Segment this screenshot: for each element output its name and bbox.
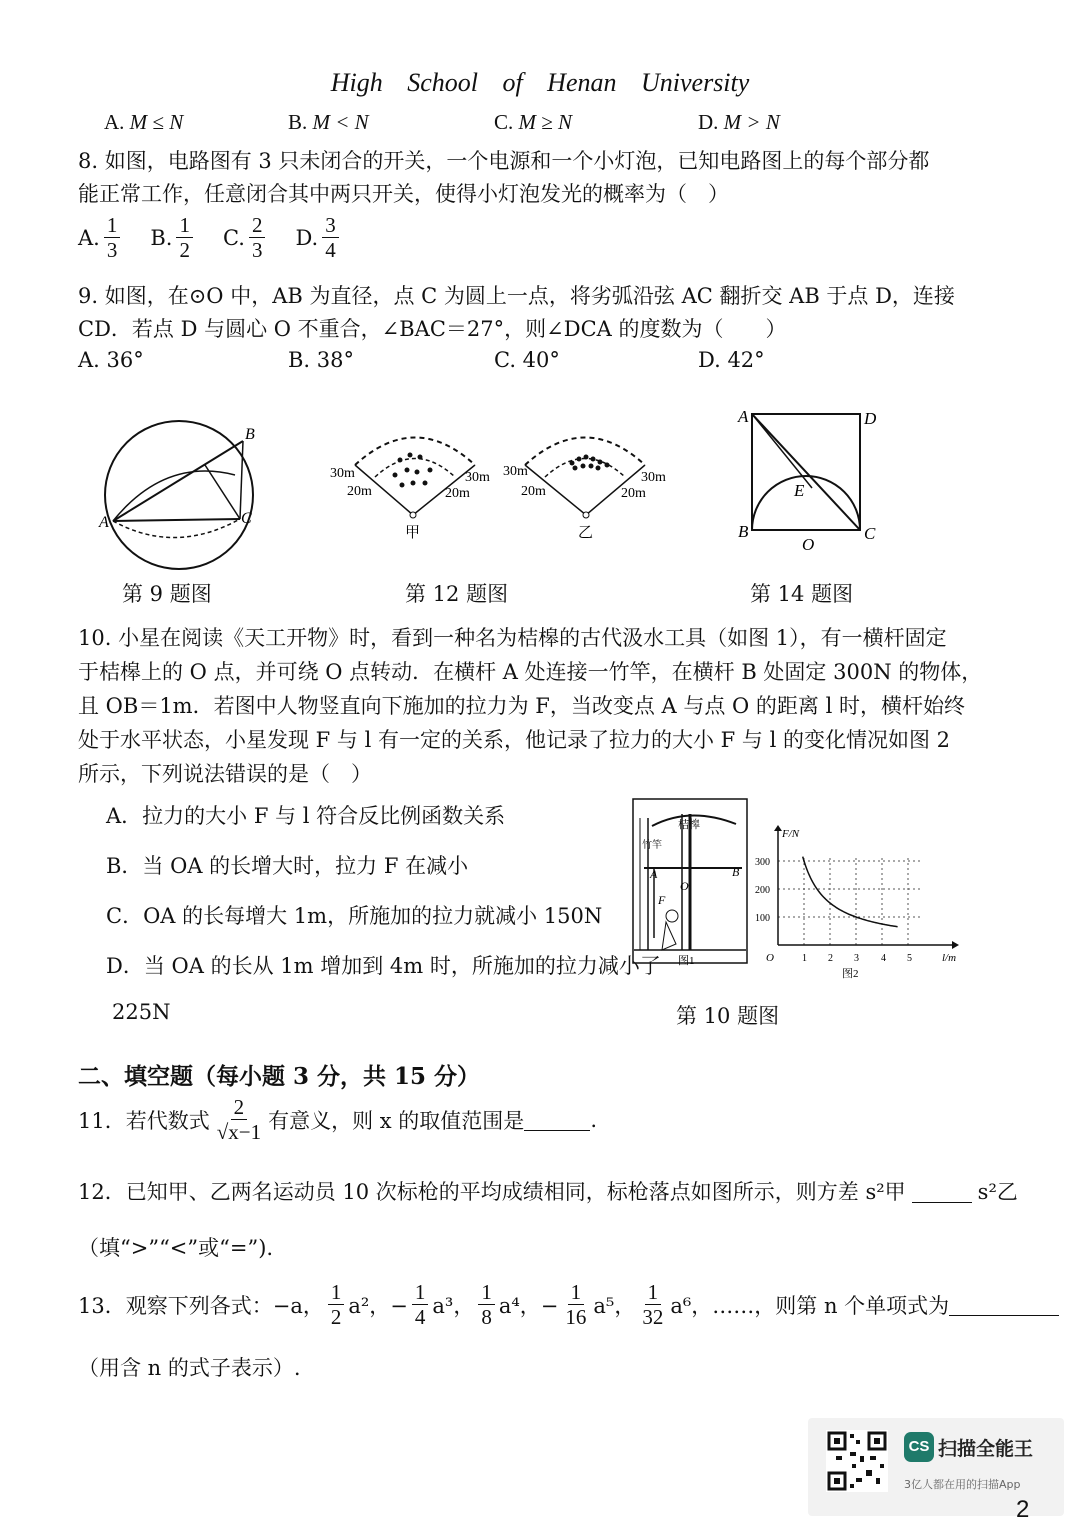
q10-line1: 10. 小星在阅读《天工开物》时，看到一种名为桔槔的古代汲水工具（如图 1），有一横杆固定 xyxy=(78,626,947,650)
fig2-curve xyxy=(803,857,898,927)
fig2-xtick-3: 3 xyxy=(854,953,859,964)
q12-line2: （填“>”“<”或“=”). xyxy=(78,1236,274,1260)
q10-option-d: D．当 OA 的长从 1m 增加到 4m 时，所施加的拉力减小了 xyxy=(106,954,661,978)
fig9-caption: 第 9 题图 xyxy=(122,582,212,606)
fig12-caption: 第 12 题图 xyxy=(405,582,509,606)
fig1-label-jiegao: 桔槔 xyxy=(678,819,700,831)
q8-frac-c: $\frac{2}{3}$ xyxy=(249,213,266,262)
fig1-label-a: A xyxy=(650,867,658,881)
scanner-app-name: 扫描全能王 xyxy=(938,1438,1034,1460)
fig1-label-b: B xyxy=(732,865,740,879)
q10-line2: 于桔槔上的 O 点，并可绕 O 点转动．在横杆 A 处连接一竹竿，在横杆 B 处固定 300N 的物体， xyxy=(78,660,983,684)
fig14-label-o: O xyxy=(802,535,815,554)
fig2-origin: O xyxy=(766,952,774,964)
fig12-yi-20m-right: 20m xyxy=(621,486,646,501)
figure-9 xyxy=(95,405,275,575)
fig9-label-a: A xyxy=(99,514,109,531)
q9-option-a: A. 36° xyxy=(78,348,144,372)
scanner-tagline: 3亿人都在用的扫描App xyxy=(904,1478,1021,1491)
q8-line1: 8. 如图，电路图有 3 只未闭合的开关，一个电源和一个小灯泡，已知电路图上的每个部分都 xyxy=(78,149,930,173)
q10-figure-2-chart xyxy=(752,825,967,985)
q8-frac-d: $\frac{3}{4}$ xyxy=(322,213,339,262)
fig2-ytick-100: 100 xyxy=(755,913,770,924)
fig2-ytick-200: 200 xyxy=(755,885,770,896)
fig14-label-e: E xyxy=(794,481,805,500)
q11: 11．若代数式 $\frac{2}{√x-1}$ 有意义，则 x 的取值范围是 . xyxy=(78,1095,597,1145)
q10-caption: 第 10 题图 xyxy=(676,1004,780,1028)
fig12-label-yi: 乙 xyxy=(578,525,594,541)
fig2-xtick-5: 5 xyxy=(907,953,912,964)
fig14-label-d: D xyxy=(864,409,877,428)
q13: 13．观察下列各式：−a， $\frac{1}{2}$ a²，− $\frac{1}{4}$ a³， $\frac{1}{8}$ a⁴，− $\frac{1}{16}$ a⁵， $\frac{1}{32}$ a⁶，……，则第 n 个单项式为 xyxy=(78,1280,1059,1329)
fig2-caption: 图2 xyxy=(842,968,859,980)
fig9-label-c: C xyxy=(241,510,252,527)
fig12-yi-30m-left: 30m xyxy=(503,464,528,479)
fig12-yi-20m-left: 20m xyxy=(521,484,546,499)
fig1-caption: 图1 xyxy=(678,955,695,966)
fig2-xtick-1: 1 xyxy=(802,953,807,964)
fig14-caption: 第 14 题图 xyxy=(750,582,854,606)
q9-option-c: C. 40° xyxy=(494,348,560,372)
q10-option-d-cont: 225N xyxy=(112,1000,171,1024)
figure-14 xyxy=(730,402,890,554)
q7-option-c: C. M ≥ N xyxy=(494,110,573,134)
fig14-label-b: B xyxy=(738,522,749,541)
qr-code-icon xyxy=(826,1430,888,1492)
fig12-jia-20m-right: 20m xyxy=(445,486,470,501)
q10-line3: 且 OB＝1m．若图中人物竖直向下施加的拉力为 F，当改变点 A 与点 O 的距离 l 时，横杆始终 xyxy=(78,694,965,718)
fig2-ylabel: F/N xyxy=(782,828,800,840)
q10-option-b: B．当 OA 的长增大时，拉力 F 在减小 xyxy=(106,854,469,878)
q11-fraction: $\frac{2}{√x-1}$ xyxy=(216,1095,262,1145)
fig12-jia-30m-left: 30m xyxy=(330,466,355,481)
q8-options: A. $\frac{1}{3}$ B. $\frac{1}{2}$ C. $\frac{2}{3}$ D. $\frac{3}{4}$ xyxy=(78,213,343,262)
fig9-label-b: B xyxy=(245,426,255,443)
q8-frac-a: $\frac{1}{3}$ xyxy=(104,213,121,262)
q10-line4: 处于水平状态，小星发现 F 与 l 有一定的关系，他记录了拉力的大小 F 与 l 的变化情况如图 2 xyxy=(78,728,951,752)
q10-figure-1 xyxy=(632,798,748,966)
q9-line2: CD．若点 D 与圆心 O 不重合，∠BAC＝27°，则∠DCA 的度数为（ ） xyxy=(78,317,787,341)
fig1-label-f: F xyxy=(658,893,666,907)
q7-option-b: B. M < N xyxy=(288,110,369,134)
q10-line5: 所示，下列说法错误的是（ ） xyxy=(78,762,372,786)
figure-12 xyxy=(325,415,670,545)
fig2-ytick-300: 300 xyxy=(755,857,770,868)
fig1-label-zhugan: 竹竿 xyxy=(642,840,662,851)
page-number: 2 xyxy=(1016,1496,1030,1523)
q12: 12．已知甲、乙两名运动员 10 次标枪的平均成绩相同，标枪落点如图所示，则方差 s²甲 s²乙 xyxy=(78,1180,1018,1204)
q9-option-b: B. 38° xyxy=(288,348,355,372)
q8-line2: 能正常工作，任意闭合其中两只开关，使得小灯泡发光的概率为（ ） xyxy=(78,182,729,206)
q11-answer-blank[interactable] xyxy=(524,1108,590,1131)
section-2-title: 二、填空题（每小题 3 分，共 15 分） xyxy=(78,1063,481,1090)
q10-option-c: C．OA 的长每增大 1m，所施加的拉力就减小 150N xyxy=(106,904,603,928)
fig2-xtick-4: 4 xyxy=(881,953,886,964)
fig12-jia-30m-right: 30m xyxy=(465,470,490,485)
q10-option-a: A．拉力的大小 F 与 l 符合反比例函数关系 xyxy=(106,804,506,828)
fig2-xtick-2: 2 xyxy=(828,953,833,964)
q7-option-d: D. M > N xyxy=(698,110,780,134)
fig12-yi-30m-right: 30m xyxy=(641,470,666,485)
q12-answer-blank[interactable] xyxy=(912,1180,972,1203)
q13-line2: （用含 n 的式子表示）. xyxy=(78,1356,301,1380)
fig12-jia-20m-left: 20m xyxy=(347,484,372,499)
q9-option-d: D. 42° xyxy=(698,348,765,372)
fig12-label-jia: 甲 xyxy=(405,525,421,541)
fig14-label-a: A xyxy=(738,407,749,426)
q13-answer-blank[interactable] xyxy=(949,1293,1059,1316)
fig14-label-c: C xyxy=(864,524,876,543)
fig2-xlabel: l/m xyxy=(942,952,957,964)
fig1-label-o: O xyxy=(680,879,689,893)
camscanner-logo-icon: CS xyxy=(904,1432,934,1462)
q9-line1: 9. 如图，在⊙O 中，AB 为直径，点 C 为圆上一点，将劣弧沿弦 AC 翻折交 AB 于点 D，连接 xyxy=(78,284,955,308)
q8-frac-b: $\frac{1}{2}$ xyxy=(176,213,193,262)
school-header: High School of Henan University xyxy=(330,68,750,97)
q7-option-a: A. M ≤ N xyxy=(104,110,184,134)
